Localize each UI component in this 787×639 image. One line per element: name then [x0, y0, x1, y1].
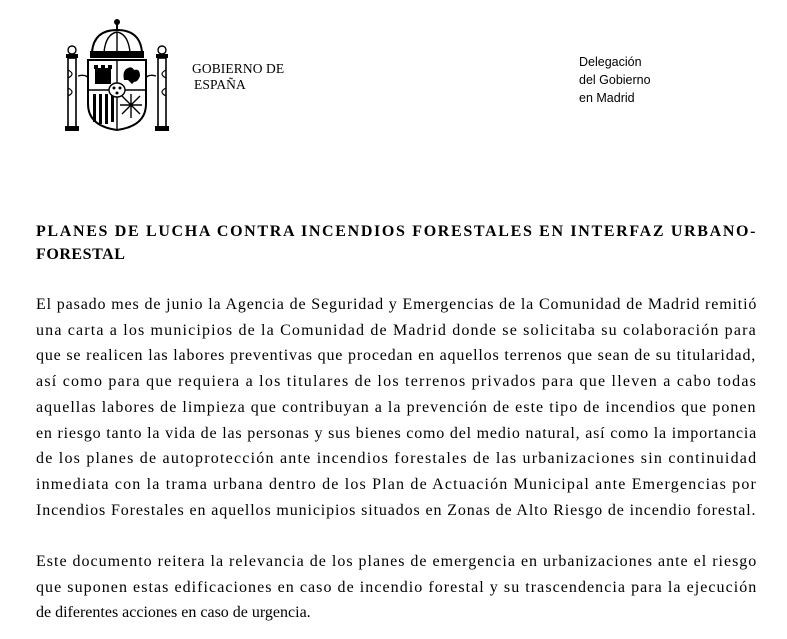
text-line: así como para que requiera a los titulares de los terrenos privados para que lleven a cabo todas — [36, 373, 758, 391]
text-line: que se realicen las labores preventivas que procedan en aquellos terrenos que sean de su titularidad, — [36, 347, 757, 365]
text-line: en riesgo tanto la vida de las personas y sus bienes como del medio natural, así como la importancia — [36, 424, 758, 442]
title-line: FORESTAL — [36, 246, 126, 263]
government-name — [192, 61, 284, 93]
text-line: Este documento reitera la relevancia de los planes de emergencia en urbanizaciones ante el riesgo — [36, 553, 758, 570]
delegation-line: en Madrid — [579, 91, 635, 105]
delegation-line: del Gobierno — [579, 73, 651, 87]
title-line: PLANES DE LUCHA CONTRA INCENDIOS FORESTALES EN INTERFAZ URBANO- — [36, 223, 758, 240]
text-line: una carta a los municipios de la Comunidad de Madrid donde se solicitaba su colaboración para — [36, 321, 757, 339]
delegation-name — [579, 53, 651, 107]
text-line: que suponen estas edificaciones en caso de incendio forestal y su trascendencia para la ejecución — [36, 578, 758, 596]
document-title — [36, 220, 756, 266]
text-line: aquellas labores de limpieza que contribuyan a la prevención de este tipo de incendios que ponen — [36, 398, 757, 416]
text-line: El pasado mes de junio la Agencia de Seguridad y Emergencias de la Comunidad de Madrid remitió — [36, 296, 758, 313]
text-line: de los planes de autoprotección ante incendios forestales de las urbanizaciones sin continuidad — [36, 450, 758, 468]
paragraph-2 — [36, 549, 756, 626]
government-line: ESPAÑA — [194, 77, 246, 92]
delegation-line: Delegación — [579, 55, 642, 69]
spanish-coat-of-arms-icon — [62, 18, 172, 136]
text-line: inmediata con la trama urbana dentro de los Plan de Actuación Municipal ante Emergencias por — [36, 475, 758, 493]
text-line: Incendios Forestales en aquellos municipios situados en Zonas de Alto Riesgo de incendio forestal. — [36, 501, 757, 519]
text-line: de diferentes acciones en caso de urgencia. — [36, 604, 311, 622]
government-line: GOBIERNO DE — [192, 61, 285, 76]
paragraph-1 — [36, 292, 756, 523]
